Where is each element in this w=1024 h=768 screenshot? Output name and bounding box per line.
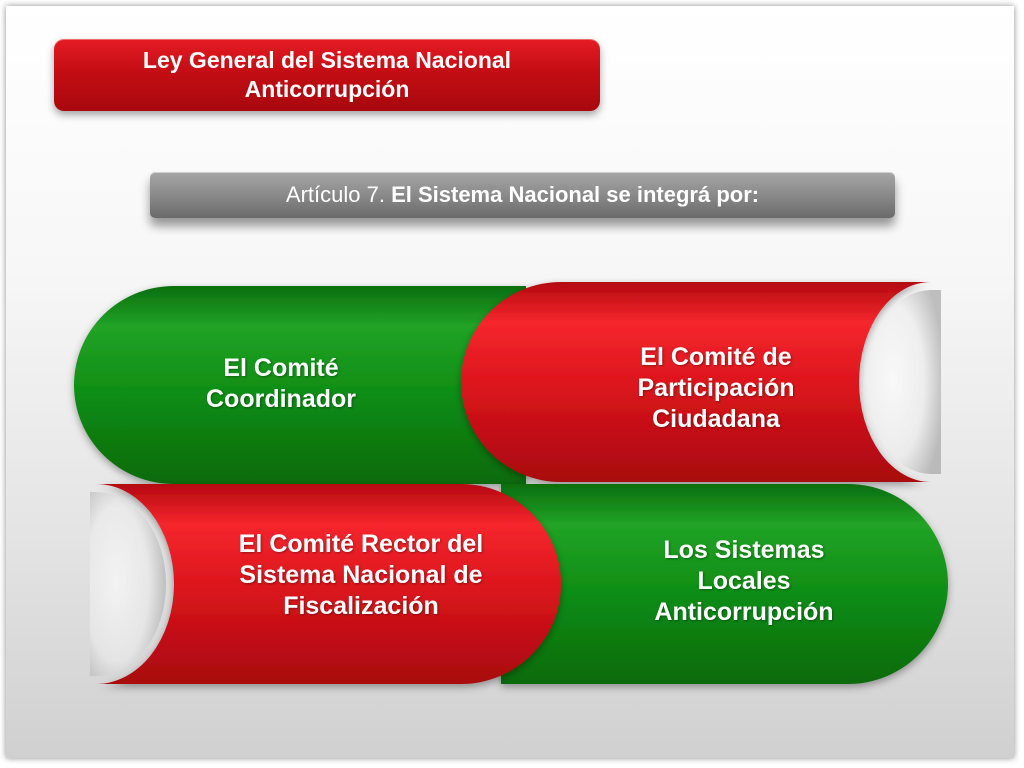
label-comite-rector: El Comité Rector del Sistema Nacional de Fiscalización — [238, 530, 484, 620]
label-comite-coordinador: El Comité Coordinador — [206, 354, 356, 413]
slide — [6, 6, 1014, 758]
notch-shade-right — [867, 290, 941, 474]
label-comite-participacion: El Comité de Participación Ciudadana — [637, 343, 795, 433]
title-text: Ley General del Sistema Nacional Anticorrupción — [142, 47, 512, 102]
notch-shade-left — [90, 492, 166, 676]
label-sistemas-locales: Los Sistemas Locales Anticorrupción — [654, 536, 834, 626]
subtitle-bold: El Sistema Nacional se integrá por: — [391, 182, 760, 207]
subtitle-prefix: Artículo 7. — [285, 182, 385, 207]
